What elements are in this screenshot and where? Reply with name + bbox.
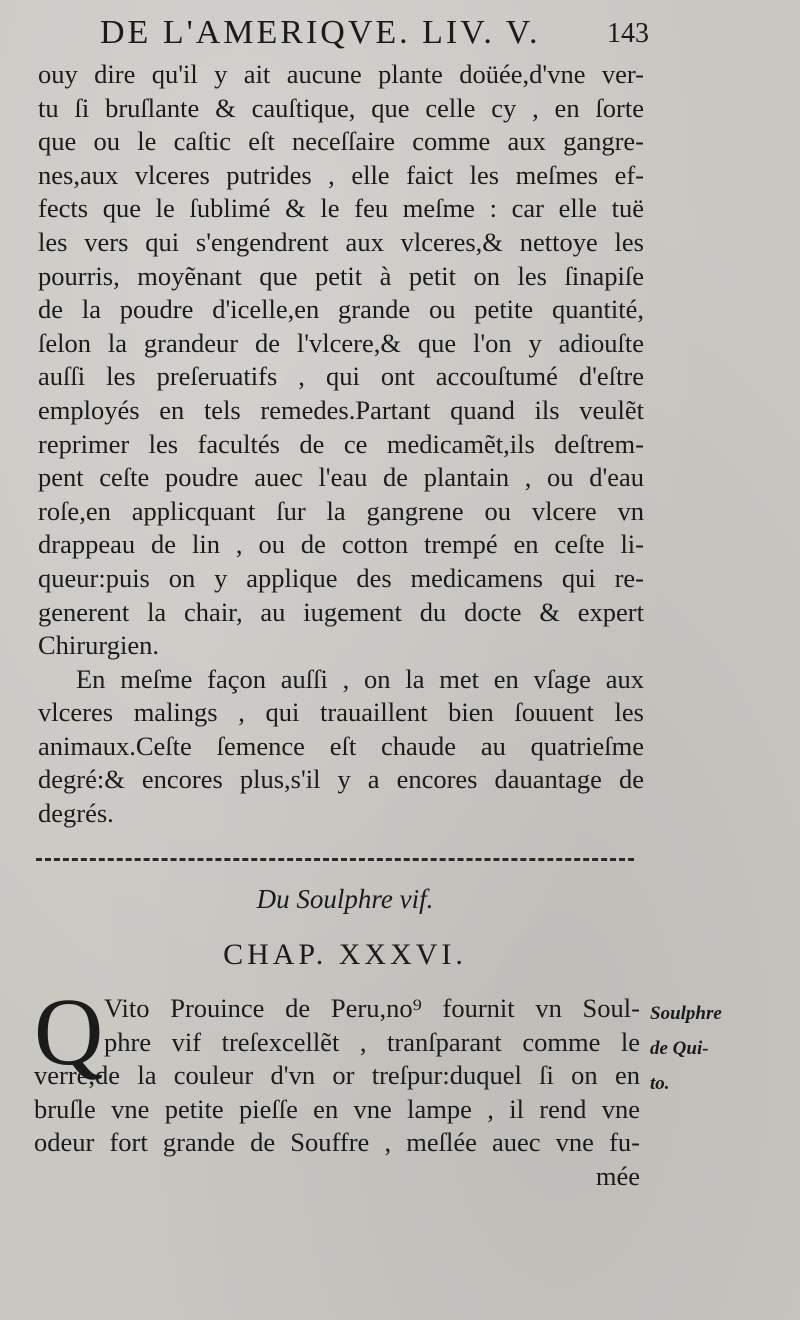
text-line: animaux.Ceſte ſemence eſt chaude au quatrieſme — [38, 730, 644, 761]
text-line: degré:& encores plus,s'il y a encores dauantage de — [38, 764, 644, 795]
page-number: 143 — [607, 18, 649, 49]
section-title: Du Soulphre vif. — [256, 884, 434, 914]
text-line: de la poudre d'icelle,en grande ou petite quantité, — [38, 294, 644, 325]
text-line: bruſle vne petite pieſſe en vne lampe , il rend vne — [34, 1093, 640, 1124]
section-divider — [36, 858, 634, 865]
text-line: employés en tels remedes.Partant quand ils veulẽt — [38, 394, 644, 425]
text-line: drappeau de lin , ou de cotton trempé en ceſte li- — [38, 529, 644, 560]
text-line: generent la chair, au iugement du docte & expert — [38, 596, 644, 627]
text-line: que ou le caſtic eſt neceſſaire comme aux gangre- — [38, 126, 644, 157]
catchword: mée — [595, 1160, 640, 1191]
text-line: les vers qui s'engendrent aux vlceres,& nettoye les — [38, 226, 644, 257]
text-line: auſſi les preſeruatifs , qui ont accouſtumé d'eſtre — [38, 361, 644, 392]
body-text — [38, 58, 644, 831]
text-line: reprimer les facultés de ce medicamẽt,ils deſtrem- — [38, 428, 644, 459]
text-line: degrés. — [38, 798, 114, 829]
running-head-title: DE L'AMERIQVE. LIV. V. — [100, 14, 541, 51]
text-line: Chirurgien. — [38, 630, 159, 661]
text-line: phre vif treſexcellẽt , tranſparant comme le — [104, 1026, 640, 1057]
text-line: tu ſi bruſlante & cauſtique, que celle cy , en ſorte — [38, 92, 644, 123]
drop-capital: Q — [34, 978, 104, 1085]
running-head — [100, 14, 649, 58]
chapter-text — [34, 978, 640, 1194]
text-line: En meſme façon auſſi , on la met en vſage aux — [76, 663, 644, 694]
text-line: nes,aux vlceres putrides , elle faict les meſmes ef- — [38, 159, 644, 190]
text-line: verre,de la couleur d'vn or treſpur:duquel ſi on en — [34, 1060, 640, 1091]
text-line: ouy dire qu'il y ait aucune plante doüée,d'vne ver- — [38, 59, 644, 89]
marginal-note-line: Soulphre — [650, 1003, 722, 1024]
text-line: ſelon la grandeur de l'vlcere,& que l'on y adiouſte — [38, 327, 644, 358]
text-line: roſe,en applicquant ſur la gangrene ou vlcere vn — [38, 495, 644, 526]
marginal-note-line: de Qui- — [650, 1038, 709, 1059]
text-line: queur:puis on y applique des medicamens qui re- — [38, 562, 644, 593]
text-line: Vito Prouince de Peru,no⁹ fournit vn Soul- — [104, 993, 640, 1023]
text-line: odeur fort grande de Souffre , meſlée auec vne fu- — [34, 1127, 640, 1158]
text-line: pourris, moyẽnant que petit à petit on les ſinapiſe — [38, 260, 644, 291]
marginal-note — [650, 996, 770, 1101]
text-line: pent ceſte poudre auec l'eau de plantain , ou d'eau — [38, 462, 644, 493]
marginal-note-line: to. — [650, 1073, 670, 1094]
text-line: vlceres malings , qui trauaillent bien ſouuent les — [38, 697, 644, 728]
chapter-heading: CHAP. XXXVI. — [223, 938, 467, 971]
text-line: fects que le ſublimé & le feu meſme : car elle tuë — [38, 193, 644, 224]
